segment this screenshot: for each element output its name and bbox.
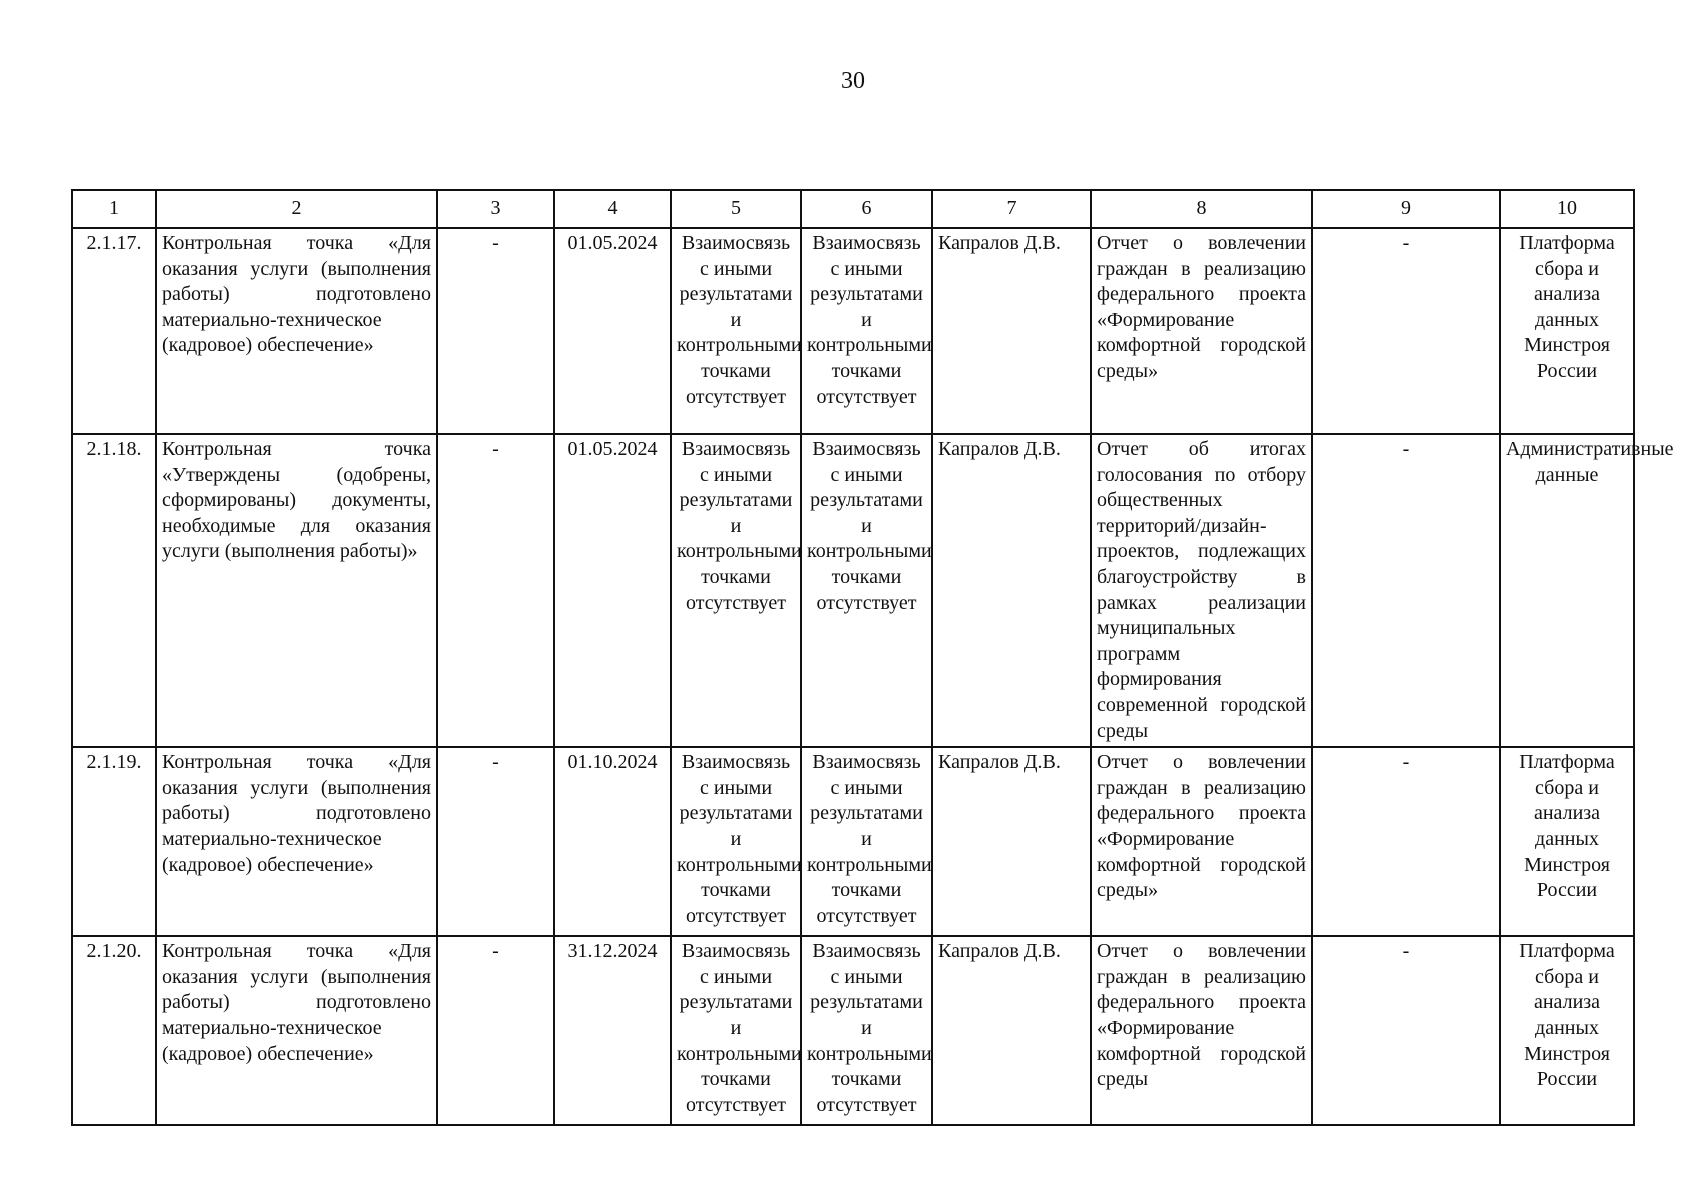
table-row xyxy=(72,228,1634,434)
due-date: 31.12.2024 xyxy=(554,936,671,1125)
relation-predecessor: Взаимосвязь с иными результатами и контрольными точками отсутствует xyxy=(671,228,801,434)
header-cell: 6 xyxy=(801,190,932,228)
relation-successor: Взаимосвязь с иными результатами и контрольными точками отсутствует xyxy=(801,228,932,434)
relation-predecessor: Взаимосвязь с иными результатами и контрольными точками отсутствует xyxy=(671,747,801,936)
page-number: 30 xyxy=(841,68,865,94)
confirming-document: Отчет о вовлечении граждан в реализацию федерального проекта «Формирование комфортной городской среды» xyxy=(1091,228,1312,434)
relation-predecessor: Взаимосвязь с иными результатами и контрольными точками отсутствует xyxy=(671,434,801,747)
relation-successor: Взаимосвязь с иными результатами и контрольными точками отсутствует xyxy=(801,936,932,1125)
responsible-person: Капралов Д.В. xyxy=(932,936,1091,1125)
row-number: 2.1.17. xyxy=(72,228,156,434)
data-source: Платформа сбора и анализа данных Минстроя России xyxy=(1500,936,1634,1125)
row-number: 2.1.19. xyxy=(72,747,156,936)
col3-value: - xyxy=(437,228,554,434)
due-date: 01.10.2024 xyxy=(554,747,671,936)
due-date: 01.05.2024 xyxy=(554,228,671,434)
header-cell: 4 xyxy=(554,190,671,228)
col9-value: - xyxy=(1312,434,1500,747)
data-source: Платформа сбора и анализа данных Минстроя России xyxy=(1500,228,1634,434)
control-point-name: Контрольная точка «Для оказания услуги (выполнения работы) подготовлено материально-техническое (кадровое) обеспечение» xyxy=(156,228,437,434)
header-cell: 10 xyxy=(1500,190,1634,228)
col9-value: - xyxy=(1312,936,1500,1125)
header-cell: 7 xyxy=(932,190,1091,228)
table-header-row xyxy=(72,190,1634,228)
header-cell: 3 xyxy=(437,190,554,228)
col9-value: - xyxy=(1312,747,1500,936)
table-row xyxy=(72,747,1634,936)
relation-successor: Взаимосвязь с иными результатами и контрольными точками отсутствует xyxy=(801,747,932,936)
relation-predecessor: Взаимосвязь с иными результатами и контрольными точками отсутствует xyxy=(671,936,801,1125)
confirming-document: Отчет о вовлечении граждан в реализацию федерального проекта «Формирование комфортной городской среды xyxy=(1091,936,1312,1125)
responsible-person: Капралов Д.В. xyxy=(932,228,1091,434)
header-cell: 9 xyxy=(1312,190,1500,228)
row-number: 2.1.20. xyxy=(72,936,156,1125)
confirming-document: Отчет об итогах голосования по отбору общественных территорий/дизайн-проектов, подлежащих благоустройству в рамках реализации муниципальных программ формирования современной городской среды xyxy=(1091,434,1312,747)
col3-value: - xyxy=(437,434,554,747)
control-points-table xyxy=(71,189,1674,1126)
responsible-person: Капралов Д.В. xyxy=(932,747,1091,936)
control-point-name: Контрольная точка «Утверждены (одобрены, сформированы) документы, необходимые для оказания услуги (выполнения работы)» xyxy=(156,434,437,747)
col3-value: - xyxy=(437,747,554,936)
table-row xyxy=(72,936,1634,1125)
col3-value: - xyxy=(437,936,554,1125)
header-cell: 2 xyxy=(156,190,437,228)
col9-value: - xyxy=(1312,228,1500,434)
confirming-document: Отчет о вовлечении граждан в реализацию федерального проекта «Формирование комфортной городской среды» xyxy=(1091,747,1312,936)
control-point-name: Контрольная точка «Для оказания услуги (выполнения работы) подготовлено материально-техническое (кадровое) обеспечение» xyxy=(156,936,437,1125)
responsible-person: Капралов Д.В. xyxy=(932,434,1091,747)
row-number: 2.1.18. xyxy=(72,434,156,747)
control-point-name: Контрольная точка «Для оказания услуги (выполнения работы) подготовлено материально-техническое (кадровое) обеспечение» xyxy=(156,747,437,936)
data-source: Административные данные xyxy=(1500,434,1634,747)
header-cell: 8 xyxy=(1091,190,1312,228)
header-cell: 5 xyxy=(671,190,801,228)
table-row xyxy=(72,434,1634,747)
relation-successor: Взаимосвязь с иными результатами и контрольными точками отсутствует xyxy=(801,434,932,747)
due-date: 01.05.2024 xyxy=(554,434,671,747)
data-source: Платформа сбора и анализа данных Минстроя России xyxy=(1500,747,1634,936)
header-cell: 1 xyxy=(72,190,156,228)
